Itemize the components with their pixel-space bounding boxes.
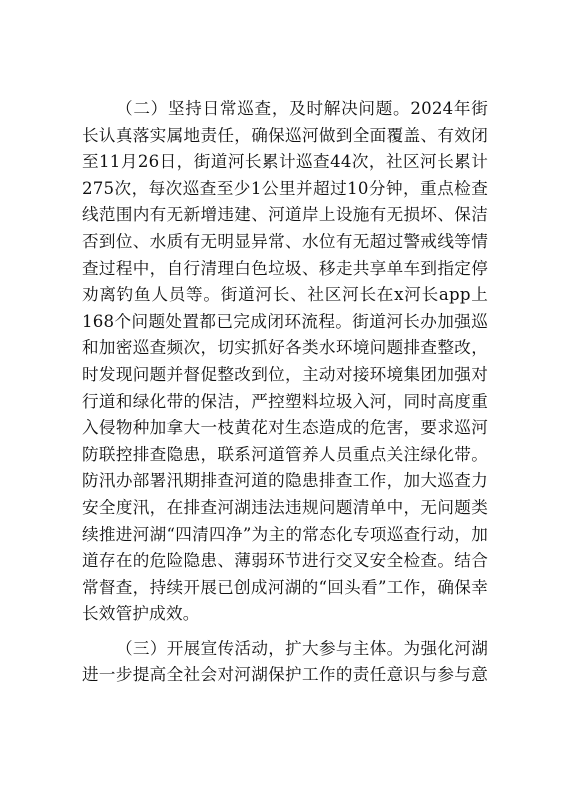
text-line: 防联控排查隐患，联系河道管养人员重点关注绿化带。: [82, 444, 488, 464]
text-line: 续推进河湖“四清四净”为主的常态化专项巡查行动，加: [82, 524, 488, 544]
text-line: 线范围内有无新增违建、河道岸上设施有无损坏、保洁: [82, 205, 488, 225]
paragraph-daily-patrol: [82, 96, 488, 628]
text-line: 长认真落实属地责任，确保巡河做到全面覆盖、有效闭: [82, 125, 488, 145]
text-line: 道存在的危险隐患、薄弱环节进行交叉安全检查。结合: [82, 551, 488, 571]
text-line: 168个问题处置都已完成闭环流程。街道河长办加强巡: [82, 311, 488, 331]
text-line: 常督查，持续开展已创成河湖的“回头看”工作，确保幸: [82, 577, 488, 597]
paragraph-gap: [82, 628, 488, 636]
text-line: 安全度汛，在排查河湖违法违规问题清单中，无问题类: [82, 497, 488, 517]
paragraph-publicity: [82, 636, 488, 689]
text-line: 进一步提高全社会对河湖保护工作的责任意识与参与意: [82, 665, 488, 685]
text-line: （三）开展宣传活动，扩大参与主体。为强化河湖: [116, 638, 488, 658]
text-line: 否到位、水质有无明显异常、水位有无超过警戒线等情: [82, 231, 488, 251]
text-line: 行道和绿化带的保洁，严控塑料垃圾入河，同时高度重: [82, 391, 488, 411]
text-line: 275次，每次巡查至少1公里并超过10分钟，重点检查: [82, 178, 488, 198]
text-line: 防汛办部署汛期排查河道的隐患排查工作，加大巡查力: [82, 471, 488, 491]
text-line: 长效管护成效。: [82, 604, 200, 624]
text-line: 至11月26日，街道河长累计巡查44次，社区河长累计: [82, 152, 488, 172]
text-line: 和加密巡查频次，切实抓好各类水环境问题排查整改，: [82, 338, 488, 358]
text-line: 时发现问题并督促整改到位，主动对接环境集团加强对: [82, 364, 488, 384]
text-line: （二）坚持日常巡查，及时解决问题。2024年街: [116, 99, 488, 118]
text-line: 入侵物种加拿大一枝黄花对生态造成的危害，要求巡河: [82, 418, 488, 438]
text-line: 劝离钓鱼人员等。街道河长、社区河长在x河长app上: [82, 285, 488, 305]
text-line: 查过程中，自行清理白色垃圾、移走共享单车到指定停: [82, 258, 488, 278]
